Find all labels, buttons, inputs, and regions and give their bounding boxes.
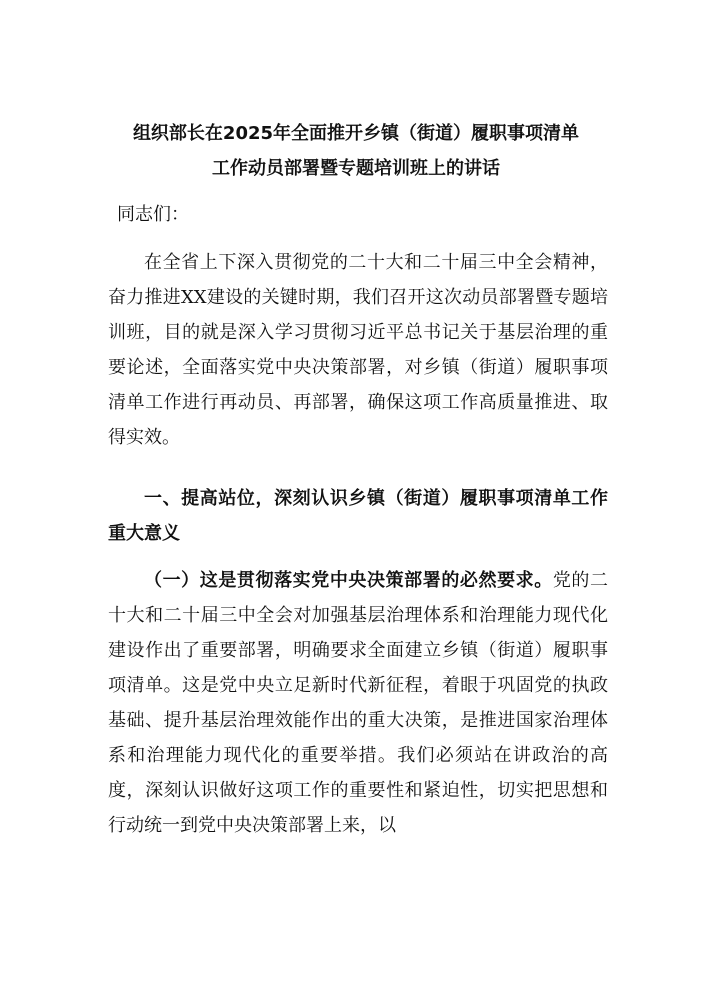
salutation: 同志们： [117,204,189,225]
subsection-body: 党的二十大和二十届三中全会对加强基层治理体系和治理能力现代化建设作出了重要部署，明确要求全面建立乡镇（街道）履职事项清单。这是党中央立足新时代新征程，着眼于巩固党的执政基础、提升基层治理效能作出的重大决策，是推进国家治理体系和治理能力现代化的重要举措。我们必须站在讲政治的高度，深刻认识做好这项工作的重要性和紧迫性，切实把思想和行动统一到党中央决策部署上来，以 [108,570,609,836]
intro-paragraph: 在全省上下深入贯彻党的二十大和二十届三中全会精神，奋力推进XX建设的关键时期，我们召开这次动员部署暨专题培训班，目的就是深入学习贯彻习近平总书记关于基层治理的重要论述，全面落实党中央决策部署，对乡镇（街道）履职事项清单工作进行再动员、再部署，确保这项工作高质量推进、取得实效。 [108,252,608,448]
subsection-paragraph-1 [108,563,608,843]
section-heading-1: 一、提高站位，深刻认识乡镇（街道）履职事项清单工作重大意义 [108,488,608,544]
title-line-2: 工作动员部署暨专题培训班上的讲话 [212,158,500,179]
document-title [96,116,616,186]
subsection-lead: （一）这是贯彻落实党中央决策部署的必然要求。 [144,570,553,591]
title-line-1: 组织部长在2025年全面推开乡镇（街道）履职事项清单 [132,123,580,144]
